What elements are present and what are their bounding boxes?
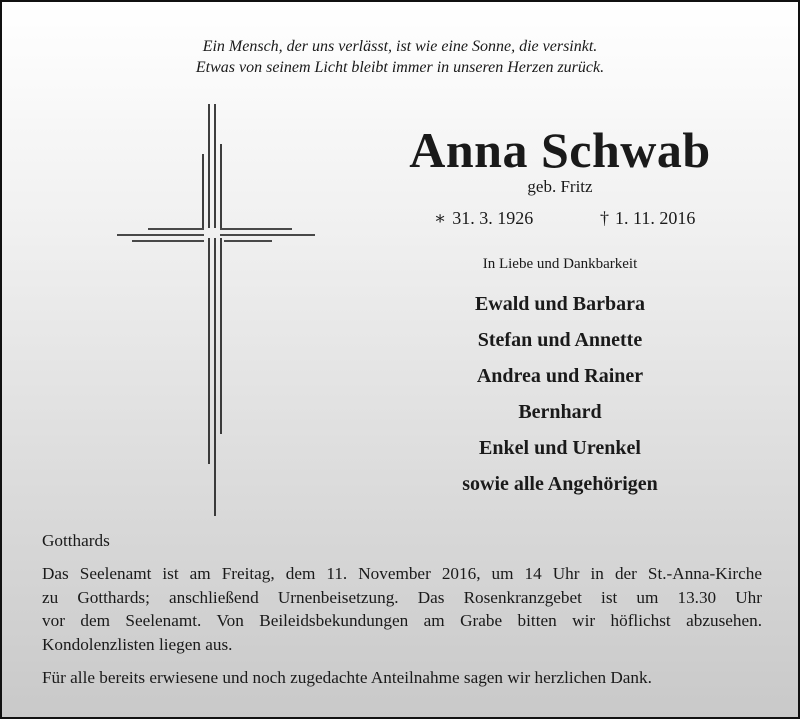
deceased-name: Anna Schwab bbox=[409, 122, 711, 178]
cross-icon bbox=[112, 104, 316, 516]
death-cross-icon: † bbox=[600, 208, 609, 228]
born-name: geb. Fritz bbox=[527, 177, 593, 196]
death-date: 1. 11. 2016 bbox=[615, 208, 696, 228]
mourners-list bbox=[382, 286, 738, 502]
service-line: vor dem Seelenamt. Von Beileidsbekundungen am Grabe bitten wir höflichst abzusehen. bbox=[42, 611, 762, 630]
motto-line-1: Ein Mensch, der uns verlässt, ist wie eine Sonne, die versinkt. bbox=[202, 38, 598, 55]
service-notice bbox=[42, 562, 762, 656]
service-line: Das Seelenamt ist am Freitag, dem 11. November 2016, um 14 Uhr in der St.-Anna-Kirche bbox=[42, 564, 762, 583]
mourner-name: Stefan und Annette bbox=[477, 329, 643, 351]
birth-star-icon: ∗ bbox=[434, 208, 447, 228]
service-line: Kondolenzlisten liegen aus. bbox=[42, 634, 233, 654]
mourner-name: Enkel und Urenkel bbox=[479, 437, 641, 459]
thanks-note: Für alle bereits erwiesene und noch zugedachte Anteilnahme sagen wir herzlichen Dank. bbox=[42, 668, 652, 687]
mourner-name: sowie alle Angehörigen bbox=[462, 473, 658, 495]
mourner-name: Andrea und Rainer bbox=[476, 365, 644, 387]
service-line: zu Gotthards; anschließend Urnenbeisetzung. Das Rosenkranzgebet ist um 13.30 Uhr bbox=[42, 587, 762, 607]
gratitude-intro: In Liebe und Dankbarkeit bbox=[482, 256, 638, 272]
motto-line-2: Etwas von seinem Licht bleibt immer in unseren Herzen zurück. bbox=[195, 59, 605, 76]
birth-date: 31. 3. 1926 bbox=[452, 208, 534, 228]
mourner-name: Ewald und Barbara bbox=[474, 293, 646, 315]
mourner-name: Bernhard bbox=[518, 401, 602, 423]
birth-date-group bbox=[434, 207, 533, 229]
place-name: Gotthards bbox=[42, 531, 110, 550]
death-date-group bbox=[600, 207, 695, 229]
